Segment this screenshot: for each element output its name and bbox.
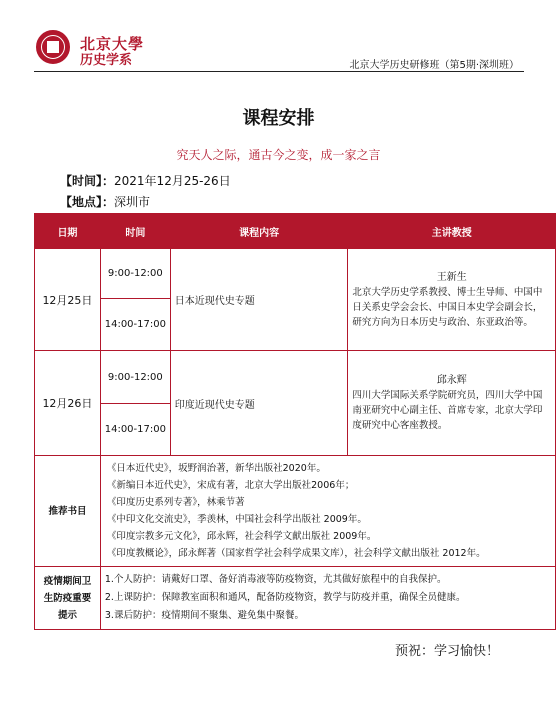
book-item: 《印度宗教多元文化》，邱永辉，社会科学文献出版社 2009年。 xyxy=(106,531,377,542)
tip-item: 1.个人防护：请戴好口罩、备好消毒液等防疫物资，尤其做好旅程中的自我保护。 xyxy=(104,574,447,585)
place-label: 【地点】： xyxy=(60,195,115,209)
book-item: 《新编日本近代史》，宋成有著，北京大学出版社2006年； xyxy=(106,480,355,491)
session-course: 印度近现代史专题 xyxy=(170,351,348,456)
time-label: 【时间】： xyxy=(60,174,115,188)
university-seal-icon xyxy=(36,30,70,64)
professor-cell xyxy=(348,351,556,456)
session-time: 9:00-12:00 xyxy=(100,351,170,404)
table-row xyxy=(35,249,556,299)
session-course: 日本近现代史专题 xyxy=(170,249,348,351)
session-date: 12月26日 xyxy=(35,351,101,456)
logo-university-name: 北京大學 xyxy=(80,35,145,53)
closing-wish: 预祝：学习愉快！ xyxy=(394,644,499,659)
page-title: 课程安排 xyxy=(242,108,315,129)
session-date: 12月25日 xyxy=(35,249,101,351)
header-professor: 主讲教授 xyxy=(348,214,556,249)
books-label: 推荐书目 xyxy=(35,456,101,567)
header-date: 日期 xyxy=(35,214,101,249)
header-divider xyxy=(34,71,524,72)
place-row xyxy=(60,193,150,210)
session-time: 14:00-17:00 xyxy=(100,299,170,351)
book-item: 《印度历史系列专著》，林乘节著 xyxy=(106,497,245,508)
professor-name: 王新生 xyxy=(436,271,467,283)
table-row xyxy=(35,351,556,404)
session-time: 9:00-12:00 xyxy=(100,249,170,299)
tip-item: 2.上课防护：保障教室面积和通风，配备防疫物资，教学与防疫并重，确保全员健康。 xyxy=(104,592,466,603)
header-course: 课程内容 xyxy=(170,214,348,249)
logo-department-name: 历史学系 xyxy=(80,53,133,68)
session-time: 14:00-17:00 xyxy=(100,404,170,456)
professor-cell xyxy=(348,249,556,351)
page-header xyxy=(0,0,557,72)
header-time: 时间 xyxy=(100,214,170,249)
books-list xyxy=(100,456,555,567)
place-value: 深圳市 xyxy=(114,195,151,209)
books-row xyxy=(35,456,556,567)
book-item: 《日本近代史》，坂野润治著，新华出版社2020年。 xyxy=(106,463,326,474)
time-value: 2021年12月25-26日 xyxy=(114,174,231,188)
professor-bio: 北京大学历史学系教授、博士生导师、中国中日关系史学会会长、中国日本史学会副会长，研究方向为日本历史与政治、东亚政治等。 xyxy=(352,286,543,328)
tips-row xyxy=(35,567,556,630)
book-item: 《中印文化交流史》，季羡林，中国社会科学出版社 2009年。 xyxy=(106,514,367,525)
table-header-row xyxy=(35,214,556,249)
tips-list xyxy=(100,567,555,630)
book-item: 《印度教概论》，邱永辉著（国家哲学社会科学成果文库），社会科学文献出版社 2012年。 xyxy=(106,548,486,559)
schedule-table xyxy=(34,213,556,630)
professor-bio: 四川大学国际关系学院研究员，四川大学中国南亚研究中心副主任、首席专家，北京大学印度研究中心客座教授。 xyxy=(352,390,543,431)
time-row xyxy=(60,172,231,189)
program-name: 北京大学历史研修班（第5期·深圳班） xyxy=(349,60,519,71)
tips-label: 疫情期间卫生防疫重要提示 xyxy=(35,567,101,630)
page-motto: 究天人之际，通古今之变，成一家之言 xyxy=(176,148,381,162)
professor-name: 邱永辉 xyxy=(436,375,467,386)
tip-item: 3.课后防护：疫情期间不聚集、避免集中聚餐。 xyxy=(104,610,304,621)
